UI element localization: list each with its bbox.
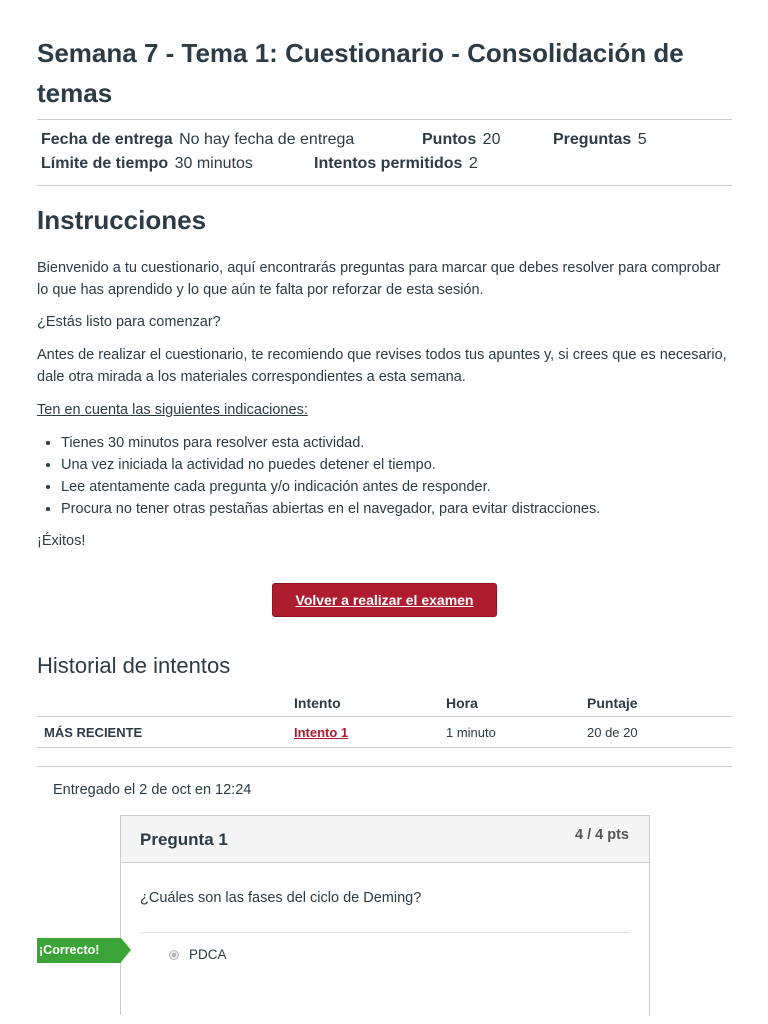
list-item: • Lee atentamente cada pregunta y/o indicación antes de responder. [61,476,600,498]
time-limit [41,154,253,174]
divider [37,766,732,767]
most-recent-label: MÁS RECIENTE [37,717,294,748]
attempt-history-table [37,690,732,748]
divider [37,119,732,120]
column-header: Puntaje [587,690,732,717]
column-header: Hora [446,690,587,717]
column-header [37,690,294,717]
question-text: ¿Cuáles son las fases del ciclo de Deming? [140,890,422,906]
retake-quiz-button[interactable]: Volver a realizar el examen [272,583,497,617]
instructions-paragraph: Antes de realizar el cuestionario, te recomiendo que revises todos tus apuntes y, si crees que es necesario, dale otra mirada a los materiales correspondientes a esta semana. [37,347,727,385]
indications-list [37,432,600,520]
instructions-paragraph: Bienvenido a tu cuestionario, aquí encontrarás preguntas para marcar que debes resolver para comprobar lo que has aprendido y lo que aún te falta por reforzar de esta sesión. [37,260,721,298]
due-label: Fecha de entrega [41,131,173,148]
answer-label: PDCA [189,947,227,962]
question-points: 4 / 4 pts [575,827,629,843]
list-item: • Procura no tener otras pestañas abiertas en el navegador, para evitar distracciones. [61,498,600,520]
column-header: Intento [294,690,446,717]
attempts-label: Intentos permitidos [314,155,463,172]
attempts-allowed [314,154,478,174]
list-item: • Una vez iniciada la actividad no puedes detener el tiempo. [61,454,600,476]
points-label: Puntos [422,131,477,148]
due-value: No hay fecha de entrega [179,131,355,148]
instructions-paragraph: ¿Estás listo para comenzar? [37,314,221,330]
question-title: Pregunta 1 [140,830,228,849]
history-heading: Historial de intentos [37,653,231,678]
correct-badge: ¡Correcto! [37,938,121,963]
question-card [120,815,650,1015]
due-date [41,130,354,150]
divider [140,932,630,933]
questions-value: 5 [637,131,647,148]
questions-count [553,130,647,150]
points-value: 20 [482,131,501,148]
question-header [121,816,649,863]
attempt-score: 20 de 20 [587,717,732,748]
time-label: Límite de tiempo [41,155,169,172]
attempt-time: 1 minuto [446,717,587,748]
instructions-note: Ten en cuenta las siguientes indicaciones: [37,402,308,418]
instructions-heading: Instrucciones [37,205,207,235]
answer-option [169,947,227,962]
divider [37,185,732,186]
page-title: Semana 7 - Tema 1: Cuestionario - Consolidación de temas [37,38,684,108]
list-item: • Tienes 30 minutos para resolver esta actividad. [61,432,600,454]
submitted-date: Entregado el 2 de oct en 12:24 [53,782,252,798]
closing-text: ¡Éxitos! [37,533,86,549]
points [422,130,500,150]
table-row [37,717,732,748]
attempts-value: 2 [468,155,478,172]
time-value: 30 minutos [174,155,253,172]
questions-label: Preguntas [553,131,632,148]
attempt-link[interactable]: Intento 1 [294,724,349,740]
radio-selected-icon [169,950,179,960]
